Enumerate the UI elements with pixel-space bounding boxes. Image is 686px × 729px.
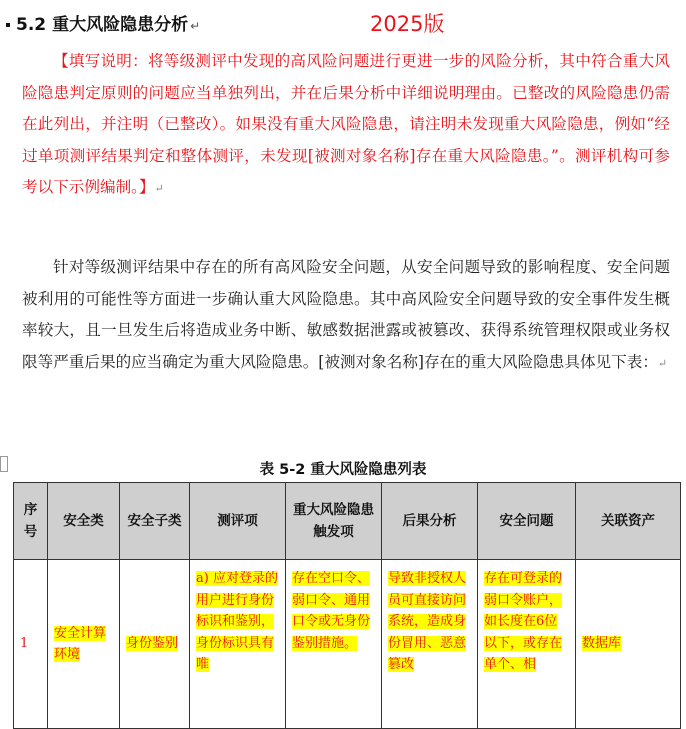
issue-cell: 存在可登录的弱口令账户，如长度在6位以下，或存在单个、相 [478,560,576,729]
header-cell: 安全子类 [120,483,190,560]
row-index-cell: 1 [14,560,48,729]
header-cell: 安全问题 [478,483,576,560]
header-cell: 序号 [14,483,48,560]
paragraph-mark-icon: ↵ [154,182,164,195]
table-row [14,560,681,729]
body-paragraph: 针对等级测评结果中存在的所有高风险安全问题，从安全问题导致的影响程度、安全问题被利用的可能性等方面进一步确认重大风险隐患。其中高风险安全问题导致的安全事件发生概率较大，且一旦发生后将造成业务中断、敏感数据泄露或被篡改、获得系统管理权限或业务权限等严重后果的应当确定为重大风险隐患。[被测对象名称]存在的重大风险隐患具体见下表：↵ [22,258,670,371]
header-cell: 重大风险隐患触发项 [286,483,382,560]
section-title: 重大风险隐患分析 [52,15,189,35]
section-heading [6,10,200,36]
test-item-cell: a) 应对登录的用户进行身份标识和鉴别，身份标识具有唯 [190,560,286,729]
table-header-row [14,483,681,560]
asset-cell: 数据库 [576,560,681,729]
version-label: 2025版 [370,12,445,36]
paragraph-mark-icon: ↵ [190,19,201,33]
bullet-icon [6,23,10,27]
instruction-paragraph: 【填写说明：将等级测评中发现的高风险问题进行更进一步的风险分析，其中符合重大风险隐患判定原则的问题应当单独列出，并在后果分析中详细说明理由。已整改的风险隐患仍需在此列出，并注明（已整改）。如果没有重大风险隐患，请注明未发现重大风险隐患，例如“经过单项测评结果判定和整体测评，未发现[被测对象名称]存在重大风险隐患。”。测评机构可参考以下示例编制。】↵ [22,52,670,196]
consequence-cell: 导致非授权人员可直接访问系统，造成身份冒用、恶意篡改 [382,560,478,729]
table-caption: 表 5-2 重大风险隐患列表 [259,462,427,478]
header-cell: 测评项 [190,483,286,560]
header-cell: 后果分析 [382,483,478,560]
subcategory-cell: 身份鉴别 [120,560,190,729]
category-cell: 安全计算环境 [48,560,120,729]
paragraph-mark-icon: ↵ [657,356,668,370]
trigger-cell: 存在空口令、弱口令、通用口令或无身份鉴别措施。 [286,560,382,729]
risk-table [13,482,681,729]
section-number: 5.2 [16,15,47,35]
header-cell: 关联资产 [576,483,681,560]
header-cell: 安全类 [48,483,120,560]
